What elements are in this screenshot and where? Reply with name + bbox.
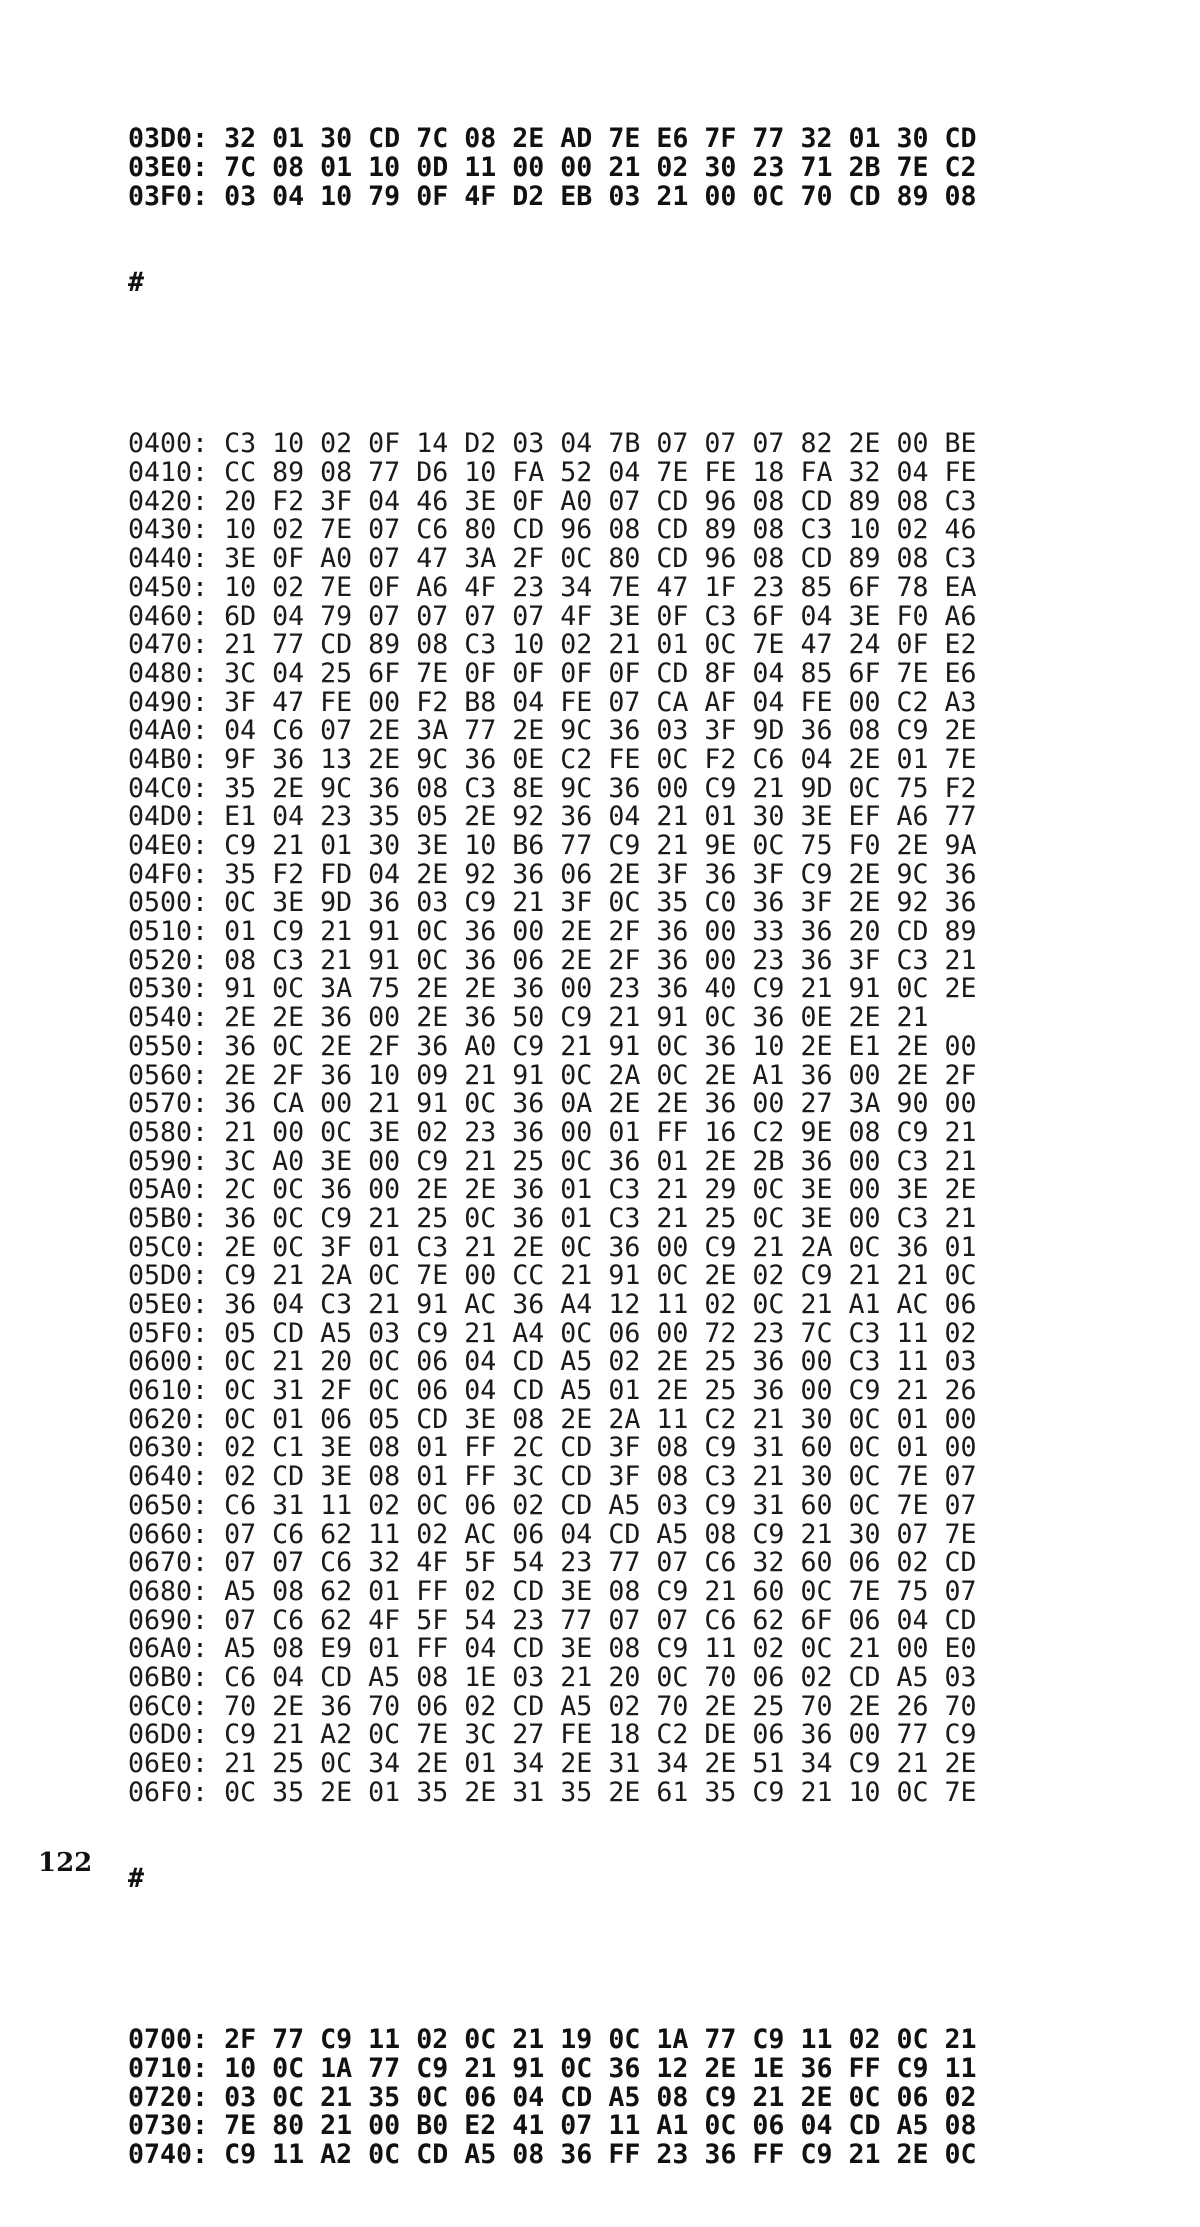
hex-dump-row: 05C0: 2E 0C 3F 01 C3 21 2E 0C 36 00 C9 21 2A 0C 36 01: [128, 1231, 977, 1263]
hex-dump-row: 04E0: C9 21 01 30 3E 10 B6 77 C9 21 9E 0C 75 F0 2E 9A: [128, 830, 977, 861]
hex-dump-row: 0580: 21 00 0C 3E 02 23 36 00 01 FF 16 C2 9E 08 C9 21: [128, 1116, 977, 1148]
hex-dump-row: 0670: 07 07 C6 32 4F 5F 54 23 77 07 C6 32 60 06 02 CD: [128, 1547, 977, 1579]
hex-dump-row: 06B0: C6 04 CD A5 08 1E 03 21 20 0C 70 06 02 CD A5 03: [128, 1661, 977, 1693]
hex-dump-row: 0680: A5 08 62 01 FF 02 CD 3E 08 C9 21 60 0C 7E 75 07: [128, 1575, 977, 1607]
hex-block-03d0: [128, 125, 977, 211]
block-separator: #: [128, 1862, 145, 1894]
hex-dump-row: 0400: C3 10 02 0F 14 D2 03 04 7B 07 07 07 82 2E 00 BE: [128, 428, 977, 460]
hex-dump-row: 04A0: 04 C6 07 2E 3A 77 2E 9C 36 03 3F 9D 36 08 C9 2E: [128, 715, 977, 747]
hex-block-0400: [128, 430, 977, 1807]
hex-dump-row: 0510: 01 C9 21 91 0C 36 00 2E 2F 36 00 33 36 20 CD 89: [128, 916, 977, 948]
hex-dump-row: 0730: 7E 80 21 00 B0 E2 41 07 11 A1 0C 06 04 CD A5 08: [128, 2110, 977, 2142]
hex-dump-row: 04F0: 35 F2 FD 04 2E 92 36 06 2E 3F 36 3F C9 2E 9C 36: [128, 858, 977, 890]
hex-dump-row: 0710: 10 0C 1A 77 C9 21 91 0C 36 12 2E 1E 36 FF C9 11: [128, 2052, 977, 2084]
hex-dump-row: 0460: 6D 04 79 07 07 07 07 4F 3E 0F C3 6F 04 3E F0 A6: [128, 600, 977, 632]
hex-dump-row: 06C0: 70 2E 36 70 06 02 CD A5 02 70 2E 25 70 2E 26 70: [128, 1690, 977, 1722]
hex-dump-listing: [128, 68, 977, 2227]
hex-dump-row: 05B0: 36 0C C9 21 25 0C 36 01 C3 21 25 0C 3E 00 C3 21: [128, 1202, 977, 1234]
hex-dump-row: 04B0: 9F 36 13 2E 9C 36 0E C2 FE 0C F2 C6 04 2E 01 7E: [128, 743, 977, 775]
hex-dump-row: 0630: 02 C1 3E 08 01 FF 2C CD 3F 08 C9 31 60 0C 01 00: [128, 1432, 977, 1464]
hex-dump-row: 0450: 10 02 7E 0F A6 4F 23 34 7E 47 1F 23 85 6F 78 EA: [128, 571, 977, 603]
hex-dump-row: 0560: 2E 2F 36 10 09 21 91 0C 2A 0C 2E A1 36 00 2E 2F: [128, 1059, 977, 1091]
hex-dump-row: 0420: 20 F2 3F 04 46 3E 0F A0 07 CD 96 08 CD 89 08 C3: [128, 485, 977, 517]
hex-dump-row: 05D0: C9 21 2A 0C 7E 00 CC 21 91 0C 2E 02 C9 21 21 0C: [128, 1260, 977, 1292]
hex-dump-row: 06D0: C9 21 A2 0C 7E 3C 27 FE 18 C2 DE 06 36 00 77 C9: [128, 1719, 977, 1751]
hex-dump-row: 0540: 2E 2E 36 00 2E 36 50 C9 21 91 0C 36 0E 2E 21: [128, 1002, 929, 1034]
hex-dump-row: 05F0: 05 CD A5 03 C9 21 A4 0C 06 00 72 23 7C C3 11 02: [128, 1317, 977, 1349]
hex-dump-row: 0690: 07 C6 62 4F 5F 54 23 77 07 07 C6 62 6F 06 04 CD: [128, 1604, 977, 1636]
hex-dump-row: 05A0: 2C 0C 36 00 2E 2E 36 01 C3 21 29 0C 3E 00 3E 2E: [128, 1174, 977, 1206]
hex-dump-row: 0660: 07 C6 62 11 02 AC 06 04 CD A5 08 C9 21 30 07 7E: [128, 1518, 977, 1550]
hex-dump-row: 0430: 10 02 7E 07 C6 80 CD 96 08 CD 89 08 C3 10 02 46: [128, 514, 977, 546]
hex-dump-row: 06A0: A5 08 E9 01 FF 04 CD 3E 08 C9 11 02 0C 21 00 E0: [128, 1633, 977, 1665]
hex-dump-row: 0740: C9 11 A2 0C CD A5 08 36 FF 23 36 FF C9 21 2E 0C: [128, 2139, 977, 2171]
hex-dump-row: 03F0: 03 04 10 79 0F 4F D2 EB 03 21 00 0C 70 CD 89 08: [128, 180, 977, 212]
hex-dump-row: 04C0: 35 2E 9C 36 08 C3 8E 9C 36 00 C9 21 9D 0C 75 F2: [128, 772, 977, 804]
hex-dump-row: 0440: 3E 0F A0 07 47 3A 2F 0C 80 CD 96 08 CD 89 08 C3: [128, 543, 977, 575]
hex-dump-row: 05E0: 36 04 C3 21 91 AC 36 A4 12 11 02 0C 21 A1 AC 06: [128, 1289, 977, 1320]
hex-dump-row: 03E0: 7C 08 01 10 0D 11 00 00 21 02 30 23 71 2B 7E C2: [128, 152, 977, 184]
hex-dump-row: 0570: 36 CA 00 21 91 0C 36 0A 2E 2E 36 00 27 3A 90 00: [128, 1088, 977, 1120]
hex-dump-row: 06F0: 0C 35 2E 01 35 2E 31 35 2E 61 35 C9 21 10 0C 7E: [128, 1776, 977, 1808]
hex-dump-row: 0720: 03 0C 21 35 0C 06 04 CD A5 08 C9 21 2E 0C 06 02: [128, 2081, 977, 2113]
block-separator: #: [128, 266, 145, 298]
hex-dump-row: 03D0: 32 01 30 CD 7C 08 2E AD 7E E6 7F 77 32 01 30 CD: [128, 123, 977, 155]
hex-dump-row: 0410: CC 89 08 77 D6 10 FA 52 04 7E FE 18 FA 32 04 FE: [128, 457, 977, 489]
hex-dump-row: 0640: 02 CD 3E 08 01 FF 3C CD 3F 08 C3 21 30 0C 7E 07: [128, 1461, 977, 1493]
hex-dump-row: 0490: 3F 47 FE 00 F2 B8 04 FE 07 CA AF 04 FE 00 C2 A3: [128, 686, 977, 718]
hex-block-0700: [128, 2026, 977, 2169]
hex-dump-row: 0700: 2F 77 C9 11 02 0C 21 19 0C 1A 77 C9 11 02 0C 21: [128, 2024, 977, 2056]
hex-dump-row: 06E0: 21 25 0C 34 2E 01 34 2E 31 34 2E 51 34 C9 21 2E: [128, 1748, 977, 1779]
hex-dump-row: 0530: 91 0C 3A 75 2E 2E 36 00 23 36 40 C9 21 91 0C 2E: [128, 973, 977, 1005]
hex-dump-row: 0470: 21 77 CD 89 08 C3 10 02 21 01 0C 7E 47 24 0F E2: [128, 629, 977, 661]
page-number: 122: [38, 1848, 93, 1878]
hex-dump-row: 04D0: E1 04 23 35 05 2E 92 36 04 21 01 30 3E EF A6 77: [128, 801, 977, 833]
hex-dump-row: 0650: C6 31 11 02 0C 06 02 CD A5 03 C9 31 60 0C 7E 07: [128, 1489, 977, 1521]
hex-dump-row: 0600: 0C 21 20 0C 06 04 CD A5 02 2E 25 36 00 C3 11 03: [128, 1346, 977, 1378]
hex-dump-row: 0480: 3C 04 25 6F 7E 0F 0F 0F 0F CD 8F 04 85 6F 7E E6: [128, 657, 977, 689]
hex-dump-row: 0620: 0C 01 06 05 CD 3E 08 2E 2A 11 C2 21 30 0C 01 00: [128, 1403, 977, 1435]
hex-dump-row: 0590: 3C A0 3E 00 C9 21 25 0C 36 01 2E 2B 36 00 C3 21: [128, 1145, 977, 1177]
hex-dump-row: 0610: 0C 31 2F 0C 06 04 CD A5 01 2E 25 36 00 C9 21 26: [128, 1375, 977, 1407]
hex-dump-row: 0550: 36 0C 2E 2F 36 A0 C9 21 91 0C 36 10 2E E1 2E 00: [128, 1030, 977, 1062]
hex-dump-row: 0500: 0C 3E 9D 36 03 C9 21 3F 0C 35 C0 36 3F 2E 92 36: [128, 887, 977, 919]
hex-dump-row: 0520: 08 C3 21 91 0C 36 06 2E 2F 36 00 23 36 3F C3 21: [128, 944, 977, 976]
